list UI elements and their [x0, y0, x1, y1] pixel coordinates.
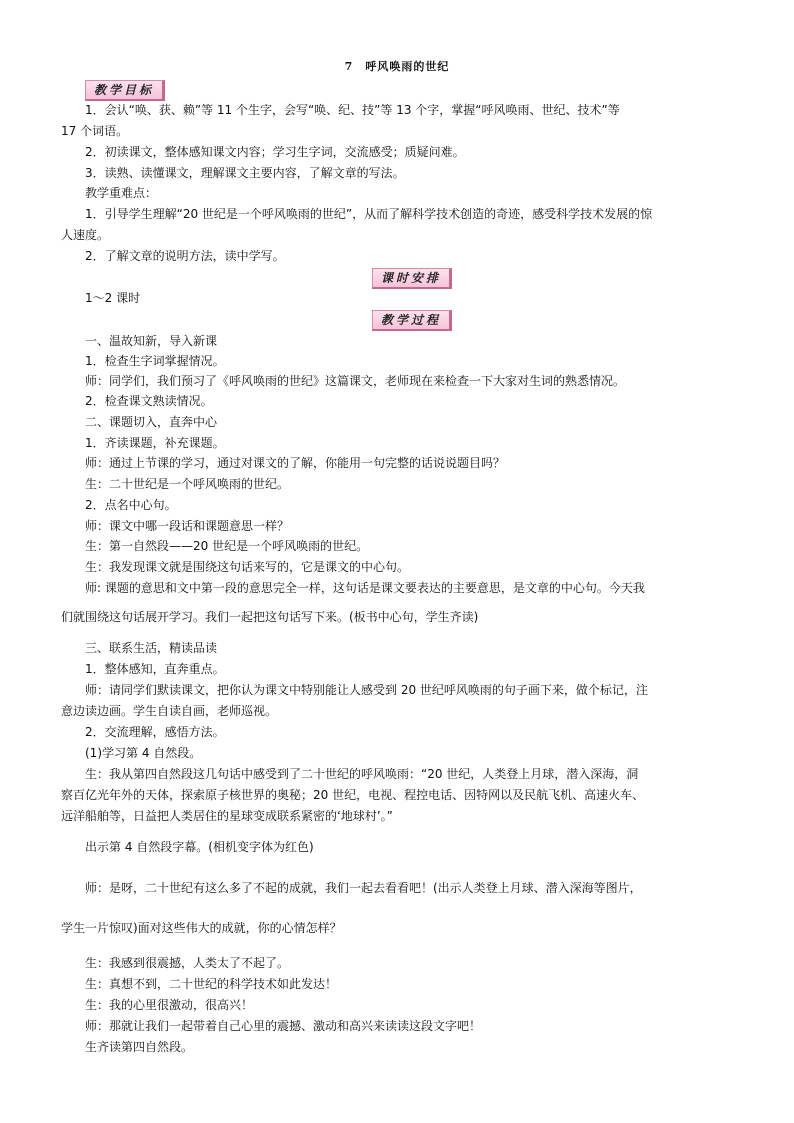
key-point-line: 1．引导学生理解“20 世纪是一个呼风唤雨的世纪”，从而了解科学技术创造的奇迹，感受科学技术发展的惊 — [85, 207, 653, 221]
section-heading: 三、联系生活，精读品读 — [85, 641, 218, 655]
section-heading: 一、温故知新，导入新课 — [85, 334, 218, 348]
key-point-line: 人速度。 — [61, 228, 110, 242]
process-line: 师: 课题的意思和文中第一段的意思完全一样，这句话是课文要表达的主要意思，是文章的中心句。今天我 — [85, 581, 645, 595]
process-line: 生：我的心里很激动，很高兴！ — [85, 998, 254, 1012]
process-line: 师：同学们，我们预习了《呼风唤雨的世纪》这篇课文，老师现在来检查一下大家对生词的熟悉情况。 — [85, 374, 626, 388]
process-line: 学生一片惊叹)面对这些伟大的成就，你的心情怎样？ — [61, 921, 342, 935]
goal-line: 3．读熟、读懂课文，理解课文主要内容，了解文章的写法。 — [85, 166, 405, 180]
process-line: 出示第 4 自然段字幕。(相机变字体为红色) — [85, 840, 314, 854]
section-heading: 二、课题切入，直奔中心 — [85, 415, 218, 429]
process-line: 生：我发现课文就是围绕这句话来写的，它是课文的中心句。 — [85, 560, 410, 574]
process-line: 生：真想不到，二十世纪的科学技术如此发达！ — [85, 977, 338, 991]
process-line: 生：我感到很震撼，人类太了不起了。 — [85, 956, 290, 970]
key-points-heading: 教学重难点： — [85, 186, 158, 200]
process-line: 意边读边画。学生自读自画，老师巡视。 — [61, 704, 278, 718]
process-line: 生：二十世纪是一个呼风唤雨的世纪。 — [85, 477, 290, 491]
process-line: 2．交流理解，感悟方法。 — [85, 725, 225, 739]
goal-line: 17 个词语。 — [61, 124, 129, 138]
process-line: 1．整体感知，直奔重点。 — [85, 662, 225, 676]
process-line: 师：请同学们默读课文，把你认为课文中特别能让人感受到 20 世纪呼风唤雨的句子画下来，做个标记，注 — [85, 683, 648, 697]
process-line: (1)学习第 4 自然段。 — [85, 746, 202, 760]
page-title: 7 呼风唤雨的世纪 — [344, 60, 450, 73]
process-line: 师：课文中哪一段话和课题意思一样？ — [85, 519, 290, 533]
goal-line: 2．初读课文，整体感知课文内容；学习生字词，交流感受；质疑问难。 — [85, 145, 465, 159]
process-line: 师：那就让我们一起带着自己心里的震撼、激动和高兴来读读这段文字吧！ — [85, 1019, 482, 1033]
process-line: 2．检查课文熟读情况。 — [85, 394, 213, 408]
goal-line: 1．会认“唤、获、赖”等 11 个生字，会写“唤、纪、技”等 13 个字，掌握“呼风唤雨、世纪、技术”等 — [85, 103, 620, 117]
process-line: 生：我从第四自然段这几句话中感受到了二十世纪的呼风唤雨：“20 世纪，人类登上月球，潜入深海，洞 — [85, 767, 639, 781]
process-line: 师：通过上节课的学习，通过对课文的了解，你能用一句完整的话说说题目吗？ — [85, 456, 506, 470]
process-line: 生齐读第四自然段。 — [85, 1040, 194, 1054]
process-line: 1．齐读课题，补充课题。 — [85, 436, 225, 450]
process-line: 察百亿光年外的天体，探索原子核世界的奥秘；20 世纪，电视、程控电话、因特网以及民航飞机、高速火车、 — [61, 788, 645, 802]
process-line: 生：第一自然段——20 世纪是一个呼风唤雨的世纪。 — [85, 539, 369, 553]
process-line: 师：是呀，二十世纪有这么多了不起的成就，我们一起去看看吧！(出示人类登上月球、潜入深海等图片， — [85, 881, 642, 895]
section-badge-goals: 教学目标 — [85, 80, 165, 101]
process-line: 远洋船舶等，日益把人类居住的星球变成联系紧密的‘地球村’。” — [61, 809, 393, 823]
process-line: 们就围绕这句话展开学习。我们一起把这句话写下来。(板书中心句，学生齐读) — [61, 610, 479, 624]
process-line: 1．检查生字词掌握情况。 — [85, 354, 225, 368]
key-point-line: 2．了解文章的说明方法，读中学写。 — [85, 249, 285, 263]
section-badge-schedule: 课时安排 — [372, 268, 452, 289]
schedule-text: 1～2 课时 — [85, 291, 141, 305]
section-badge-process: 教学过程 — [372, 310, 452, 331]
process-line: 2．点名中心句。 — [85, 498, 177, 512]
